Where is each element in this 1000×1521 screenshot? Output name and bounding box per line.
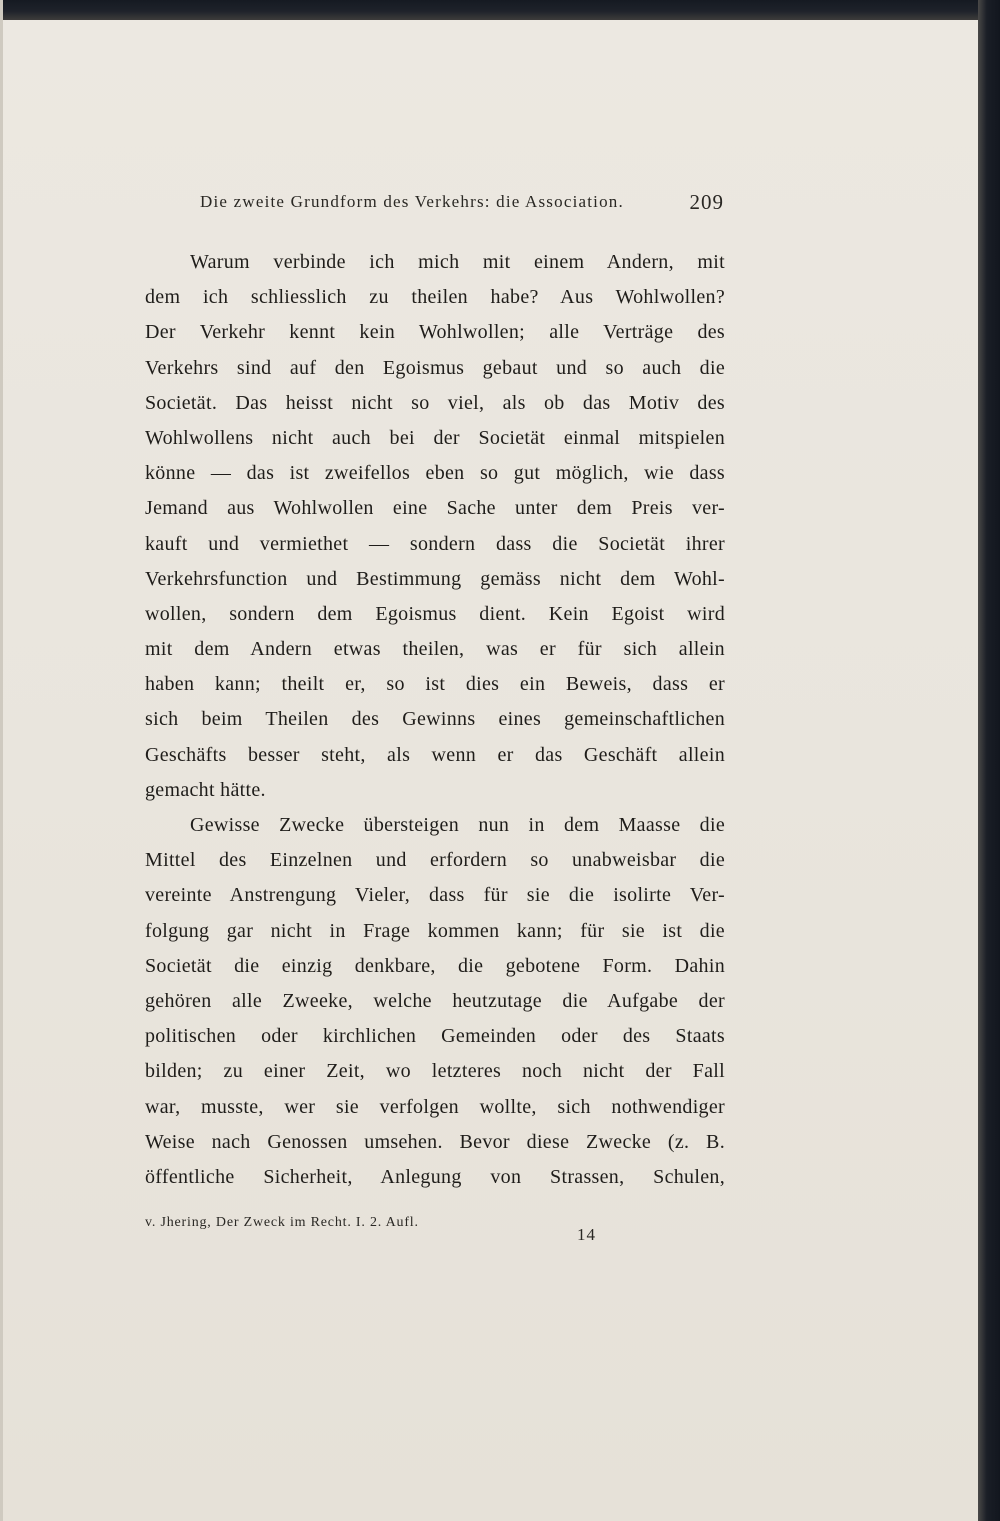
text-line: vereinte Anstrengung Vieler, dass für sie die isolirte Ver- (145, 884, 725, 907)
running-head (200, 186, 724, 226)
signature-mark: 14 (577, 1225, 596, 1244)
paragraph-2 (145, 808, 725, 1195)
text-line: sich beim Theilen des Gewinns eines gemeinschaftlichen (145, 708, 725, 731)
text-line: gemacht hätte. (145, 778, 266, 801)
text-line: Wohlwollens nicht auch bei der Societät einmal mitspielen (145, 426, 725, 449)
paragraph-1 (145, 245, 725, 808)
text-line: Gewisse Zwecke übersteigen nun in dem Maasse die (190, 814, 725, 836)
text-line: könne — das ist zweifellos eben so gut möglich, wie dass (145, 462, 725, 485)
text-line: Verkehrs sind auf den Egoismus gebaut und so auch die (145, 356, 725, 379)
text-line: folgung gar nicht in Frage kommen kann; für sie ist die (145, 919, 725, 942)
text-line: Societät. Das heisst nicht so viel, als ob das Motiv des (145, 391, 725, 414)
page-number: 209 (689, 190, 724, 214)
page-footer (145, 1215, 725, 1255)
text-line: Der Verkehr kennt kein Wohlwollen; alle Verträge des (145, 321, 725, 344)
scan-border-right (978, 0, 1000, 1521)
text-line: bilden; zu einer Zeit, wo letzteres noch nicht der Fall (145, 1060, 725, 1083)
text-line: mit dem Andern etwas theilen, was er für sich allein (145, 638, 725, 661)
text-line: Verkehrsfunction und Bestimmung gemäss nicht dem Wohl- (145, 567, 725, 590)
footer-citation: v. Jhering, Der Zweck im Recht. I. 2. Aufl. (145, 1215, 419, 1230)
text-line: gehören alle Zweeke, welche heutzutage die Aufgabe der (145, 989, 725, 1012)
text-line: dem ich schliesslich zu theilen habe? Aus Wohlwollen? (145, 286, 725, 309)
text-line: Weise nach Genossen umsehen. Bevor diese Zwecke (z. B. (145, 1130, 725, 1153)
text-line: kauft und vermiethet — sondern dass die Societät ihrer (145, 532, 725, 555)
text-line: politischen oder kirchlichen Gemeinden oder des Staats (145, 1025, 725, 1048)
text-line: Mittel des Einzelnen und erfordern so unabweisbar die (145, 849, 725, 872)
text-line: Warum verbinde ich mich mit einem Andern, mit (190, 251, 725, 273)
text-line: wollen, sondern dem Egoismus dient. Kein Egoist wird (145, 602, 725, 625)
text-line: war, musste, wer sie verfolgen wollte, sich nothwendiger (145, 1095, 725, 1118)
text-line: Societät die einzig denkbare, die gebotene Form. Dahin (145, 954, 725, 977)
text-line: Jemand aus Wohlwollen eine Sache unter dem Preis ver- (145, 497, 725, 520)
text-line: öffentliche Sicherheit, Anlegung von Strassen, Schulen, (145, 1165, 725, 1188)
text-line: Geschäfts besser steht, als wenn er das Geschäft allein (145, 743, 725, 766)
running-title: Die zweite Grundform des Verkehrs: die Association. (200, 192, 624, 211)
text-line: haben kann; theilt er, so ist dies ein Beweis, dass er (145, 673, 725, 696)
body-text (145, 245, 725, 1195)
scan-border-top (0, 0, 1000, 20)
